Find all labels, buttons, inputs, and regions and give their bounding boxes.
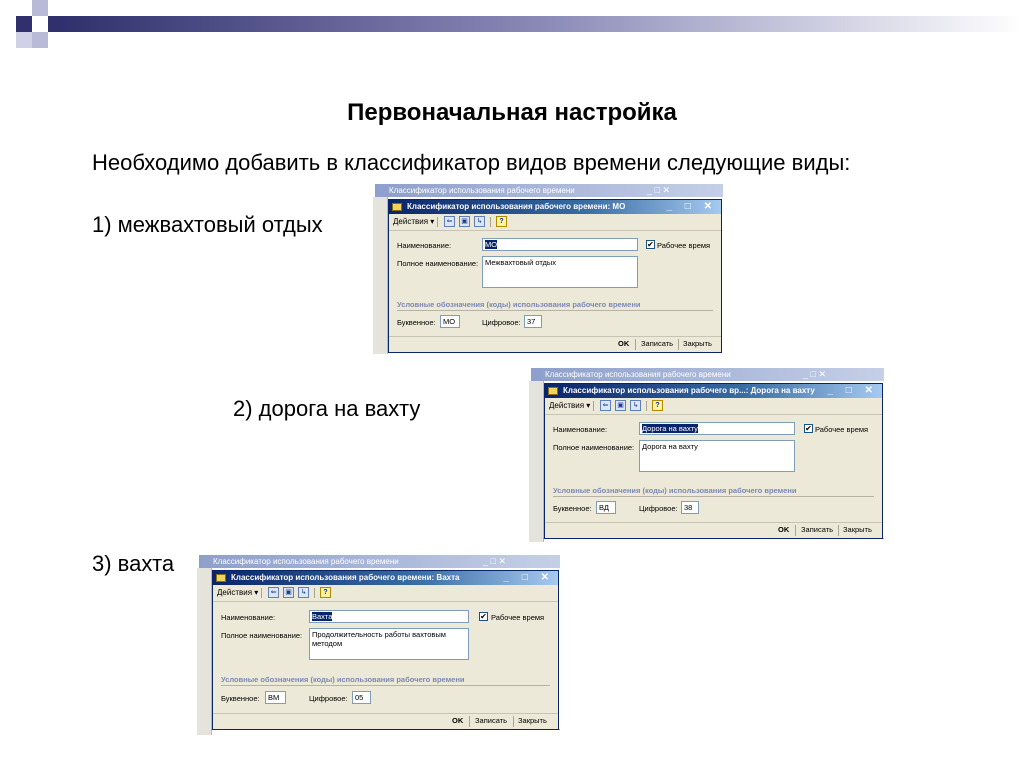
help-icon[interactable]: ? xyxy=(496,216,507,227)
full-name-textarea[interactable] xyxy=(309,628,469,660)
dialog-titlebar xyxy=(545,384,882,398)
background-window-titlebar xyxy=(531,368,884,381)
digit-code-input[interactable] xyxy=(524,315,542,328)
window-controls[interactable]: _ □ ✕ xyxy=(827,385,878,396)
dialog-screenshot-3 xyxy=(197,555,560,735)
classifier-dialog xyxy=(388,199,722,353)
letter-code-input[interactable] xyxy=(440,315,460,328)
work-time-label: Рабочее время xyxy=(491,613,545,622)
dialog-title: Классификатор использования рабочего времени: МО xyxy=(407,202,626,211)
name-input[interactable] xyxy=(639,422,795,435)
digit-code-value: 38 xyxy=(684,503,693,512)
codes-group-title: Условные обозначения (коды) использования рабочего времени xyxy=(397,300,641,309)
help-icon[interactable]: ? xyxy=(652,400,663,411)
save-button[interactable]: Записать xyxy=(475,716,508,725)
back-arrow-icon[interactable]: ⇐ xyxy=(600,400,611,411)
dialog-title: Классификатор использования рабочего времени: Вахта xyxy=(231,573,460,582)
intro-text: Необходимо добавить в классификатор видов времени следующие виды: xyxy=(92,150,851,175)
letter-code-label: Буквенное: xyxy=(221,694,260,703)
slide-title: Первоначальная настройка xyxy=(347,99,677,126)
actions-menu[interactable]: Действия ▾ xyxy=(393,217,435,226)
document-icon[interactable]: ↳ xyxy=(474,216,485,227)
decor-square xyxy=(32,32,48,48)
digit-code-label: Цифровое: xyxy=(639,504,678,513)
letter-code-label: Буквенное: xyxy=(397,318,436,327)
work-time-checkbox[interactable]: ✔ xyxy=(480,612,487,621)
dialog-button-bar xyxy=(545,522,882,538)
document-icon[interactable]: ↳ xyxy=(630,400,641,411)
header-gradient-bar xyxy=(62,16,1024,32)
background-window-buttons[interactable]: _ □ ✕ xyxy=(647,185,670,195)
group-divider xyxy=(397,310,713,311)
document-icon[interactable]: ↳ xyxy=(298,587,309,598)
codes-group-title: Условные обозначения (коды) использования рабочего времени xyxy=(221,675,465,684)
digit-code-value: 37 xyxy=(527,317,536,326)
letter-code-input[interactable] xyxy=(265,691,286,704)
decor-square xyxy=(16,32,32,48)
toolbar-separator xyxy=(261,588,262,598)
button-separator xyxy=(635,339,636,350)
list-item-2: 2) дорога на вахту xyxy=(233,396,421,421)
full-name-value: Межвахтовый отдых xyxy=(485,258,557,267)
ok-button[interactable]: OK xyxy=(618,339,630,348)
background-window-title: Классификатор использования рабочего времени xyxy=(545,370,731,379)
dialog-toolbar xyxy=(545,398,882,415)
structure-icon[interactable]: ▣ xyxy=(283,587,294,598)
button-separator xyxy=(678,339,679,350)
dialog-screenshot-2 xyxy=(529,368,884,542)
full-name-textarea[interactable] xyxy=(482,256,638,288)
background-window-titlebar xyxy=(199,555,560,568)
actions-menu[interactable]: Действия ▾ xyxy=(217,588,259,597)
digit-code-value: 05 xyxy=(355,693,364,702)
decor-square xyxy=(32,0,48,16)
save-button[interactable]: Записать xyxy=(641,339,674,348)
toolbar-separator xyxy=(490,217,491,227)
folder-icon xyxy=(392,203,402,211)
classifier-dialog xyxy=(212,570,559,730)
letter-code-value: ВД xyxy=(599,503,609,512)
list-item-3: 3) вахта xyxy=(92,551,175,576)
decor-square xyxy=(16,16,32,32)
work-time-label: Рабочее время xyxy=(657,241,711,250)
structure-icon[interactable]: ▣ xyxy=(615,400,626,411)
close-button[interactable]: Закрыть xyxy=(518,716,547,725)
button-separator xyxy=(513,716,514,727)
folder-icon xyxy=(216,574,226,582)
digit-code-label: Цифровое: xyxy=(309,694,348,703)
name-input[interactable] xyxy=(482,238,638,251)
name-label: Наименование: xyxy=(397,241,452,250)
dialog-toolbar xyxy=(213,585,558,602)
structure-icon[interactable]: ▣ xyxy=(459,216,470,227)
full-name-textarea[interactable] xyxy=(639,440,795,472)
digit-code-label: Цифровое: xyxy=(482,318,521,327)
dialog-button-bar xyxy=(213,713,558,729)
button-separator xyxy=(469,716,470,727)
dialog-titlebar xyxy=(213,571,558,585)
digit-code-input[interactable] xyxy=(681,501,699,514)
background-window-title: Классификатор использования рабочего времени xyxy=(213,557,399,566)
dialog-screenshot-1 xyxy=(373,184,723,354)
ok-button[interactable]: OK xyxy=(452,716,464,725)
list-item-1: 1) межвахтовый отдых xyxy=(92,212,323,237)
name-label: Наименование: xyxy=(553,425,608,434)
work-time-checkbox[interactable]: ✔ xyxy=(647,240,654,249)
window-controls[interactable]: _ □ ✕ xyxy=(666,201,717,212)
background-window-toolbar xyxy=(373,197,388,354)
window-controls[interactable]: _ □ ✕ xyxy=(503,572,554,583)
digit-code-input[interactable] xyxy=(352,691,371,704)
letter-code-value: ВМ xyxy=(268,693,280,702)
button-separator xyxy=(838,525,839,536)
button-separator xyxy=(795,525,796,536)
close-button[interactable]: Закрыть xyxy=(843,525,872,534)
back-arrow-icon[interactable]: ⇐ xyxy=(444,216,455,227)
actions-menu[interactable]: Действия ▾ xyxy=(549,401,591,410)
actions-label: Действия xyxy=(549,401,585,410)
full-name-label: Полное наименование: xyxy=(397,259,479,268)
background-window-toolbar xyxy=(197,568,212,735)
background-window-title: Классификатор использования рабочего времени xyxy=(389,186,575,195)
name-value: Вахта xyxy=(312,612,333,621)
close-button[interactable]: Закрыть xyxy=(683,339,712,348)
background-window-toolbar xyxy=(529,381,544,542)
dialog-titlebar xyxy=(389,200,721,214)
codes-group-title: Условные обозначения (коды) использования рабочего времени xyxy=(553,486,797,495)
toolbar-separator xyxy=(314,588,315,598)
work-time-checkbox[interactable]: ✔ xyxy=(805,424,812,433)
ok-button[interactable]: OK xyxy=(778,525,790,534)
full-name-value: Дорога на вахту xyxy=(642,442,698,451)
work-time-label: Рабочее время xyxy=(815,425,869,434)
letter-code-input[interactable] xyxy=(596,501,616,514)
help-icon[interactable]: ? xyxy=(320,587,331,598)
actions-label: Действия xyxy=(393,217,429,226)
background-window-buttons[interactable]: _ □ ✕ xyxy=(803,369,826,379)
toolbar-separator xyxy=(593,401,594,411)
letter-code-label: Буквенное: xyxy=(553,504,592,513)
name-input[interactable] xyxy=(309,610,469,623)
group-divider xyxy=(221,685,550,686)
toolbar-separator xyxy=(437,217,438,227)
back-arrow-icon[interactable]: ⇐ xyxy=(268,587,279,598)
decor-square xyxy=(48,16,62,32)
full-name-value: Продолжительность работы вахтовым методом xyxy=(312,630,446,648)
dialog-toolbar xyxy=(389,214,721,231)
dialog-title: Классификатор использования рабочего вр...: Дорога на вахту xyxy=(563,386,815,395)
folder-icon xyxy=(548,387,558,395)
letter-code-value: МО xyxy=(443,317,456,326)
group-divider xyxy=(553,496,874,497)
dialog-button-bar xyxy=(389,336,721,352)
toolbar-separator xyxy=(646,401,647,411)
background-window-buttons[interactable]: _ □ ✕ xyxy=(483,556,506,566)
background-window-titlebar xyxy=(375,184,723,197)
save-button[interactable]: Записать xyxy=(801,525,834,534)
classifier-dialog xyxy=(544,383,883,539)
full-name-label: Полное наименование: xyxy=(553,443,635,452)
name-value: МО xyxy=(485,240,498,249)
name-value: Дорога на вахту xyxy=(642,424,698,433)
full-name-label: Полное наименование: xyxy=(221,631,303,640)
actions-label: Действия xyxy=(217,588,253,597)
name-label: Наименование: xyxy=(221,613,276,622)
